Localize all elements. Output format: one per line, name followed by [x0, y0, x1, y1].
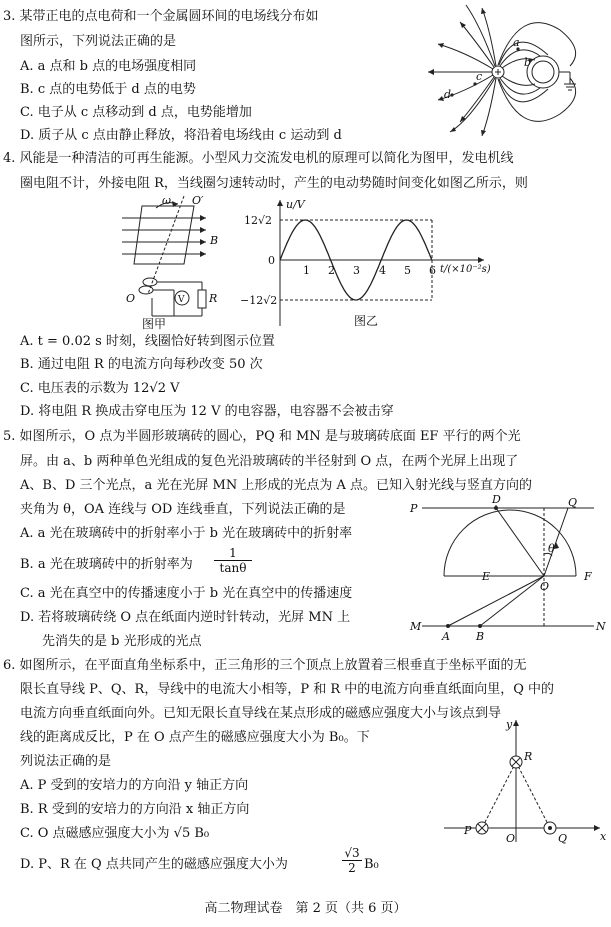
q3-option-a: A. a 点和 b 点的电场强度相同 [20, 59, 197, 74]
q5-option-b: B. a 光在玻璃砖中的折射率为 [20, 557, 193, 572]
q4-graph-xtick-3: 3 [353, 264, 360, 277]
q6-frac-tail: B₀ [364, 857, 379, 872]
q6-option-b: B. R 受到的安培力的方向沿 x 轴正方向 [20, 802, 250, 817]
q6-stem-4: 线的距离成反比，P 在 O 点产生的磁感应强度大小为 B₀。下 [20, 730, 370, 745]
q3-label-c: c [476, 70, 483, 83]
q3-option-c: C. 电子从 c 点移动到 d 点，电势能增加 [20, 105, 252, 120]
q4-graph-xtick-6: 6 [429, 264, 436, 277]
q5-stem-2: 屏。由 a、b 两种单色光组成的复色光沿玻璃砖的半径射到 O 点，在两个光屏上出现了 [20, 454, 519, 469]
q5-stem-1: 5. 如图所示，O 点为半圆形玻璃砖的圆心，PQ 和 MN 是与玻璃砖底面 EF 平行的两个光 [3, 429, 521, 444]
q3-stem-2: 图所示，下列说法正确的是 [20, 34, 177, 49]
q6-label-o: O [506, 832, 516, 845]
q4-graph-xtick-4: 4 [379, 264, 386, 277]
q6-option-d-fraction [342, 846, 362, 875]
q5-option-c: C. a 光在真空中的传播速度小于 b 光在真空中的传播速度 [20, 586, 353, 601]
q5-stem-3: A、B、D 三个光点，a 光在光屏 MN 上形成的光点为 A 点。已知入射光线与竖直方向的 [20, 478, 532, 493]
q6-option-a: A. P 受到的安培力的方向沿 y 轴正方向 [20, 778, 249, 793]
q5-glass-brick-figure [408, 493, 608, 643]
q3-stem-1: 3. 某带正电的点电荷和一个金属圆环间的电场线分布如 [3, 9, 319, 24]
q5-frac-numerator: 1 [229, 546, 237, 560]
q4-option-d: D. 将电阻 R 换成击穿电压为 12 V 的电容器，电容器不会被击穿 [20, 404, 394, 419]
q4-stem-2: 圈电阻不计，外接电阻 R，当线圈匀速转动时，产生的电动势随时间变化如图乙所示，则 [20, 176, 528, 191]
q3-option-b: B. c 点的电势低于 d 点的电势 [20, 82, 196, 97]
q3-option-d: D. 质子从 c 点由静止释放，将沿着电场线由 c 运动到 d [20, 128, 342, 143]
q4-graph-ymax: 12√2 [244, 214, 273, 227]
q4-r-label: R [209, 292, 218, 305]
q6-label-y: y [506, 718, 513, 731]
q4-b-label: B [210, 234, 219, 247]
q5-option-b-fraction [214, 546, 252, 575]
q6-stem-1: 6. 如图所示，在平面直角坐标系中，正三角形的三个顶点上放置着三根垂直于坐标平面的无 [3, 658, 527, 673]
q5-label-o: O [540, 580, 550, 593]
page-footer: 高二物理试卷 第 2 页（共 6 页） [204, 901, 407, 916]
q4-voltmeter-label: V [178, 295, 185, 305]
q6-stem-5: 列说法正确的是 [20, 754, 112, 769]
q3-label-d: d [444, 88, 452, 101]
q5-option-d-2: 先消失的是 b 光形成的光点 [42, 634, 202, 649]
q4-stem-1: 4. 风能是一种清洁的可再生能源。小型风力交流发电机的原理可以简化为图甲，发电机线 [3, 151, 514, 166]
q4-oprime-label: O′ [192, 194, 204, 207]
q5-label-a: A [442, 630, 450, 643]
q6-stem-3: 电流方向垂直纸面向外。已知无限长直导线在某点形成的磁感应强度大小与该点到导 [20, 706, 502, 721]
q4-generator-figure [112, 194, 232, 330]
q4-fig-right-caption: 图乙 [354, 314, 379, 328]
q5-label-p: P [410, 502, 418, 515]
q4-fig-left-caption: 图甲 [142, 317, 167, 331]
q4-graph-ymin: −12√2 [240, 294, 278, 307]
q4-graph-xtick-5: 5 [404, 264, 411, 277]
q4-graph-xtick-1: 1 [303, 264, 310, 277]
q6-wire-coordinate-figure [440, 716, 610, 846]
q4-o-label: O [126, 292, 136, 305]
q5-label-b: B [476, 630, 485, 643]
q5-label-q: Q [568, 496, 578, 509]
q5-stem-4: 夹角为 θ，OA 连线与 OD 连线垂直，下列说法正确的是 [20, 502, 346, 517]
q5-frac-denominator: tanθ [214, 560, 252, 575]
q5-option-a: A. a 光在玻璃砖中的折射率小于 b 光在玻璃砖中的折射率 [20, 526, 353, 541]
q4-option-b: B. 通过电阻 R 的电流方向每秒改变 50 次 [20, 357, 263, 372]
q6-frac-numerator: √3 [344, 846, 360, 860]
q4-option-c: C. 电压表的示数为 12√2 V [20, 381, 180, 396]
q6-label-r: R [524, 750, 533, 763]
q4-graph-origin: 0 [268, 254, 275, 267]
q5-label-n: N [596, 620, 606, 633]
q6-option-c: C. O 点磁感应强度大小为 √5 B₀ [20, 826, 210, 841]
q4-graph-xtick-2: 2 [328, 264, 335, 277]
q6-label-x: x [600, 830, 607, 843]
q3-label-a: a [513, 36, 520, 49]
q6-label-p: P [464, 824, 472, 837]
q4-graph-xlabel: t/(×10⁻²s) [440, 264, 491, 275]
q6-option-d: D. P、R 在 Q 点共同产生的磁感应强度大小为 [20, 857, 288, 872]
q5-label-e: E [482, 570, 491, 583]
q5-label-f: F [584, 570, 592, 583]
q5-label-m: M [410, 620, 422, 633]
q5-option-d-1: D. 若将玻璃砖绕 O 点在纸面内逆时针转动，光屏 MN 上 [20, 610, 351, 625]
q3-label-b: b [524, 56, 532, 69]
q6-stem-2: 限长直导线 P、Q、R，导线中的电流大小相等，P 和 R 中的电流方向垂直纸面向里，Q 中的 [20, 682, 555, 697]
q4-voltage-graph [240, 196, 514, 330]
q6-label-q: Q [558, 832, 568, 845]
q3-field-line-figure [420, 0, 610, 145]
q5-label-d: D [492, 493, 501, 506]
q4-omega-label: ω [162, 194, 171, 207]
q4-graph-ylabel: u/V [286, 198, 305, 211]
q5-label-theta: θ [548, 542, 555, 555]
q4-option-a: A. t = 0.02 s 时刻，线圈恰好转到图示位置 [20, 334, 275, 349]
q6-frac-denominator: 2 [342, 860, 362, 875]
